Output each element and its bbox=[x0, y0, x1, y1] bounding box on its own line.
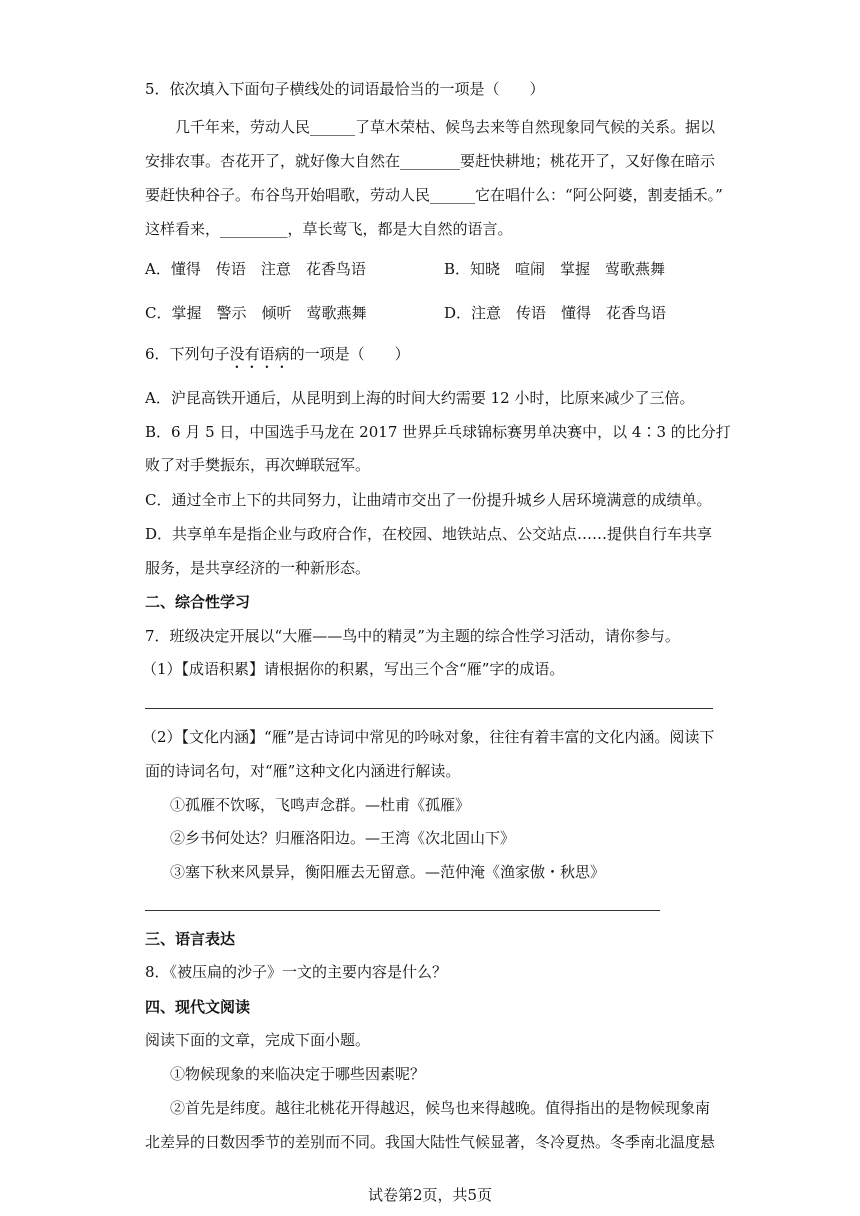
q5-passage-line: 安排农事。杏花开了，就好像大自然在________要赶快耕地；桃花开了，又好像在暗示 bbox=[145, 152, 716, 170]
answer-line[interactable] bbox=[145, 708, 713, 709]
q6-option-line: C．通过全市上下的共同努力，让曲靖市交出了一份提升城乡人居环境满意的成绩单。 bbox=[145, 491, 712, 509]
q8-stem: 8．《被压扁的沙子》一文的主要内容是什么？ bbox=[145, 963, 448, 981]
q6-stem-emphasis: 没有语病 bbox=[229, 345, 290, 363]
poem-line: ①孤雁不饮啄，飞鸣声念群。—杜甫《孤雁》 bbox=[170, 796, 471, 814]
q5-passage-line: 要赶快种谷子。布谷鸟开始唱歌，劳动人民______它在唱什么：“阿公阿婆，割麦插禾。” bbox=[145, 186, 723, 204]
q7-sub2-line: 面的诗词名句，对“雁”这种文化内涵进行解读。 bbox=[145, 762, 461, 780]
answer-line[interactable] bbox=[145, 910, 660, 911]
q7-stem: 7．班级决定开展以“大雁——鸟中的精灵”为主题的综合性学习活动，请你参与。 bbox=[145, 627, 680, 645]
q6-option-line: A．沪昆高铁开通后，从昆明到上海的时间大约需要 12 小时，比原来减少了三倍。 bbox=[145, 389, 695, 407]
section-heading: 二、综合性学习 bbox=[145, 593, 251, 611]
q5-option-b: B．知晓 喧闹 掌握 莺歌燕舞 bbox=[444, 260, 666, 278]
section-heading: 三、语言表达 bbox=[145, 930, 236, 948]
q6-stem-before: 6．下列句子 bbox=[145, 345, 230, 363]
poem-line: ②乡书何处达？归雁洛阳边。—王湾《次北固山下》 bbox=[170, 829, 516, 847]
reading-intro: 阅读下面的文章，完成下面小题。 bbox=[145, 1031, 371, 1049]
q5-option-a: A．懂得 传语 注意 花香鸟语 bbox=[145, 260, 366, 278]
reading-paragraph: 北差异的日数因季节的差别而不同。我国大陆性气候显著，冬冷夏热。冬季南北温度悬 bbox=[145, 1133, 716, 1151]
q5-stem: 5．依次填入下面句子横线处的词语最恰当的一项是（ ） bbox=[145, 80, 545, 98]
section-heading: 四、现代文阅读 bbox=[145, 998, 251, 1016]
q5-option-d: D．注意 传语 懂得 花香鸟语 bbox=[444, 304, 667, 322]
q7-sub2-line: （2）【文化内涵】“雁”是古诗词中常见的吟咏对象，往往有着丰富的文化内涵。阅读下 bbox=[142, 728, 715, 746]
poem-line: ③塞下秋来风景异，衡阳雁去无留意。—范仲淹《渔家傲・秋思》 bbox=[170, 863, 606, 881]
q5-option-c: C．掌握 警示 倾听 莺歌燕舞 bbox=[145, 304, 367, 322]
q6-option-line: 服务，是共享经济的一种新形态。 bbox=[145, 559, 371, 577]
q5-passage-line: 几千年来，劳动人民______了草木荣枯、候鸟去来等自然现象同气候的关系。据以 bbox=[175, 118, 716, 136]
q6-option-line: B．6 月 5 日，中国选手马龙在 2017 世界乒乓球锦标赛男单决赛中，以 4∶3 的比分打 bbox=[145, 423, 731, 441]
q6-stem-after: 的一项是（ ） bbox=[289, 345, 410, 363]
q6-option-line: D．共享单车是指企业与政府合作，在校园、地铁站点、公交站点……提供自行车共享 bbox=[145, 525, 713, 543]
q6-stem bbox=[145, 344, 410, 372]
page-footer: 试卷第2页，共5页 bbox=[367, 1186, 493, 1204]
q5-passage-line: 这样看来，_________，草长莺飞，都是大自然的语言。 bbox=[145, 220, 513, 238]
reading-paragraph: ②首先是纬度。越往北桃花开得越迟，候鸟也来得越晚。值得指出的是物候现象南 bbox=[170, 1099, 711, 1117]
q7-sub1: （1）【成语积累】请根据你的积累，写出三个含“雁”字的成语。 bbox=[142, 660, 565, 678]
q6-option-line: 败了对手樊振东，再次蝉联冠军。 bbox=[145, 456, 371, 474]
reading-paragraph: ①物候现象的来临决定于哪些因素呢？ bbox=[170, 1065, 426, 1083]
